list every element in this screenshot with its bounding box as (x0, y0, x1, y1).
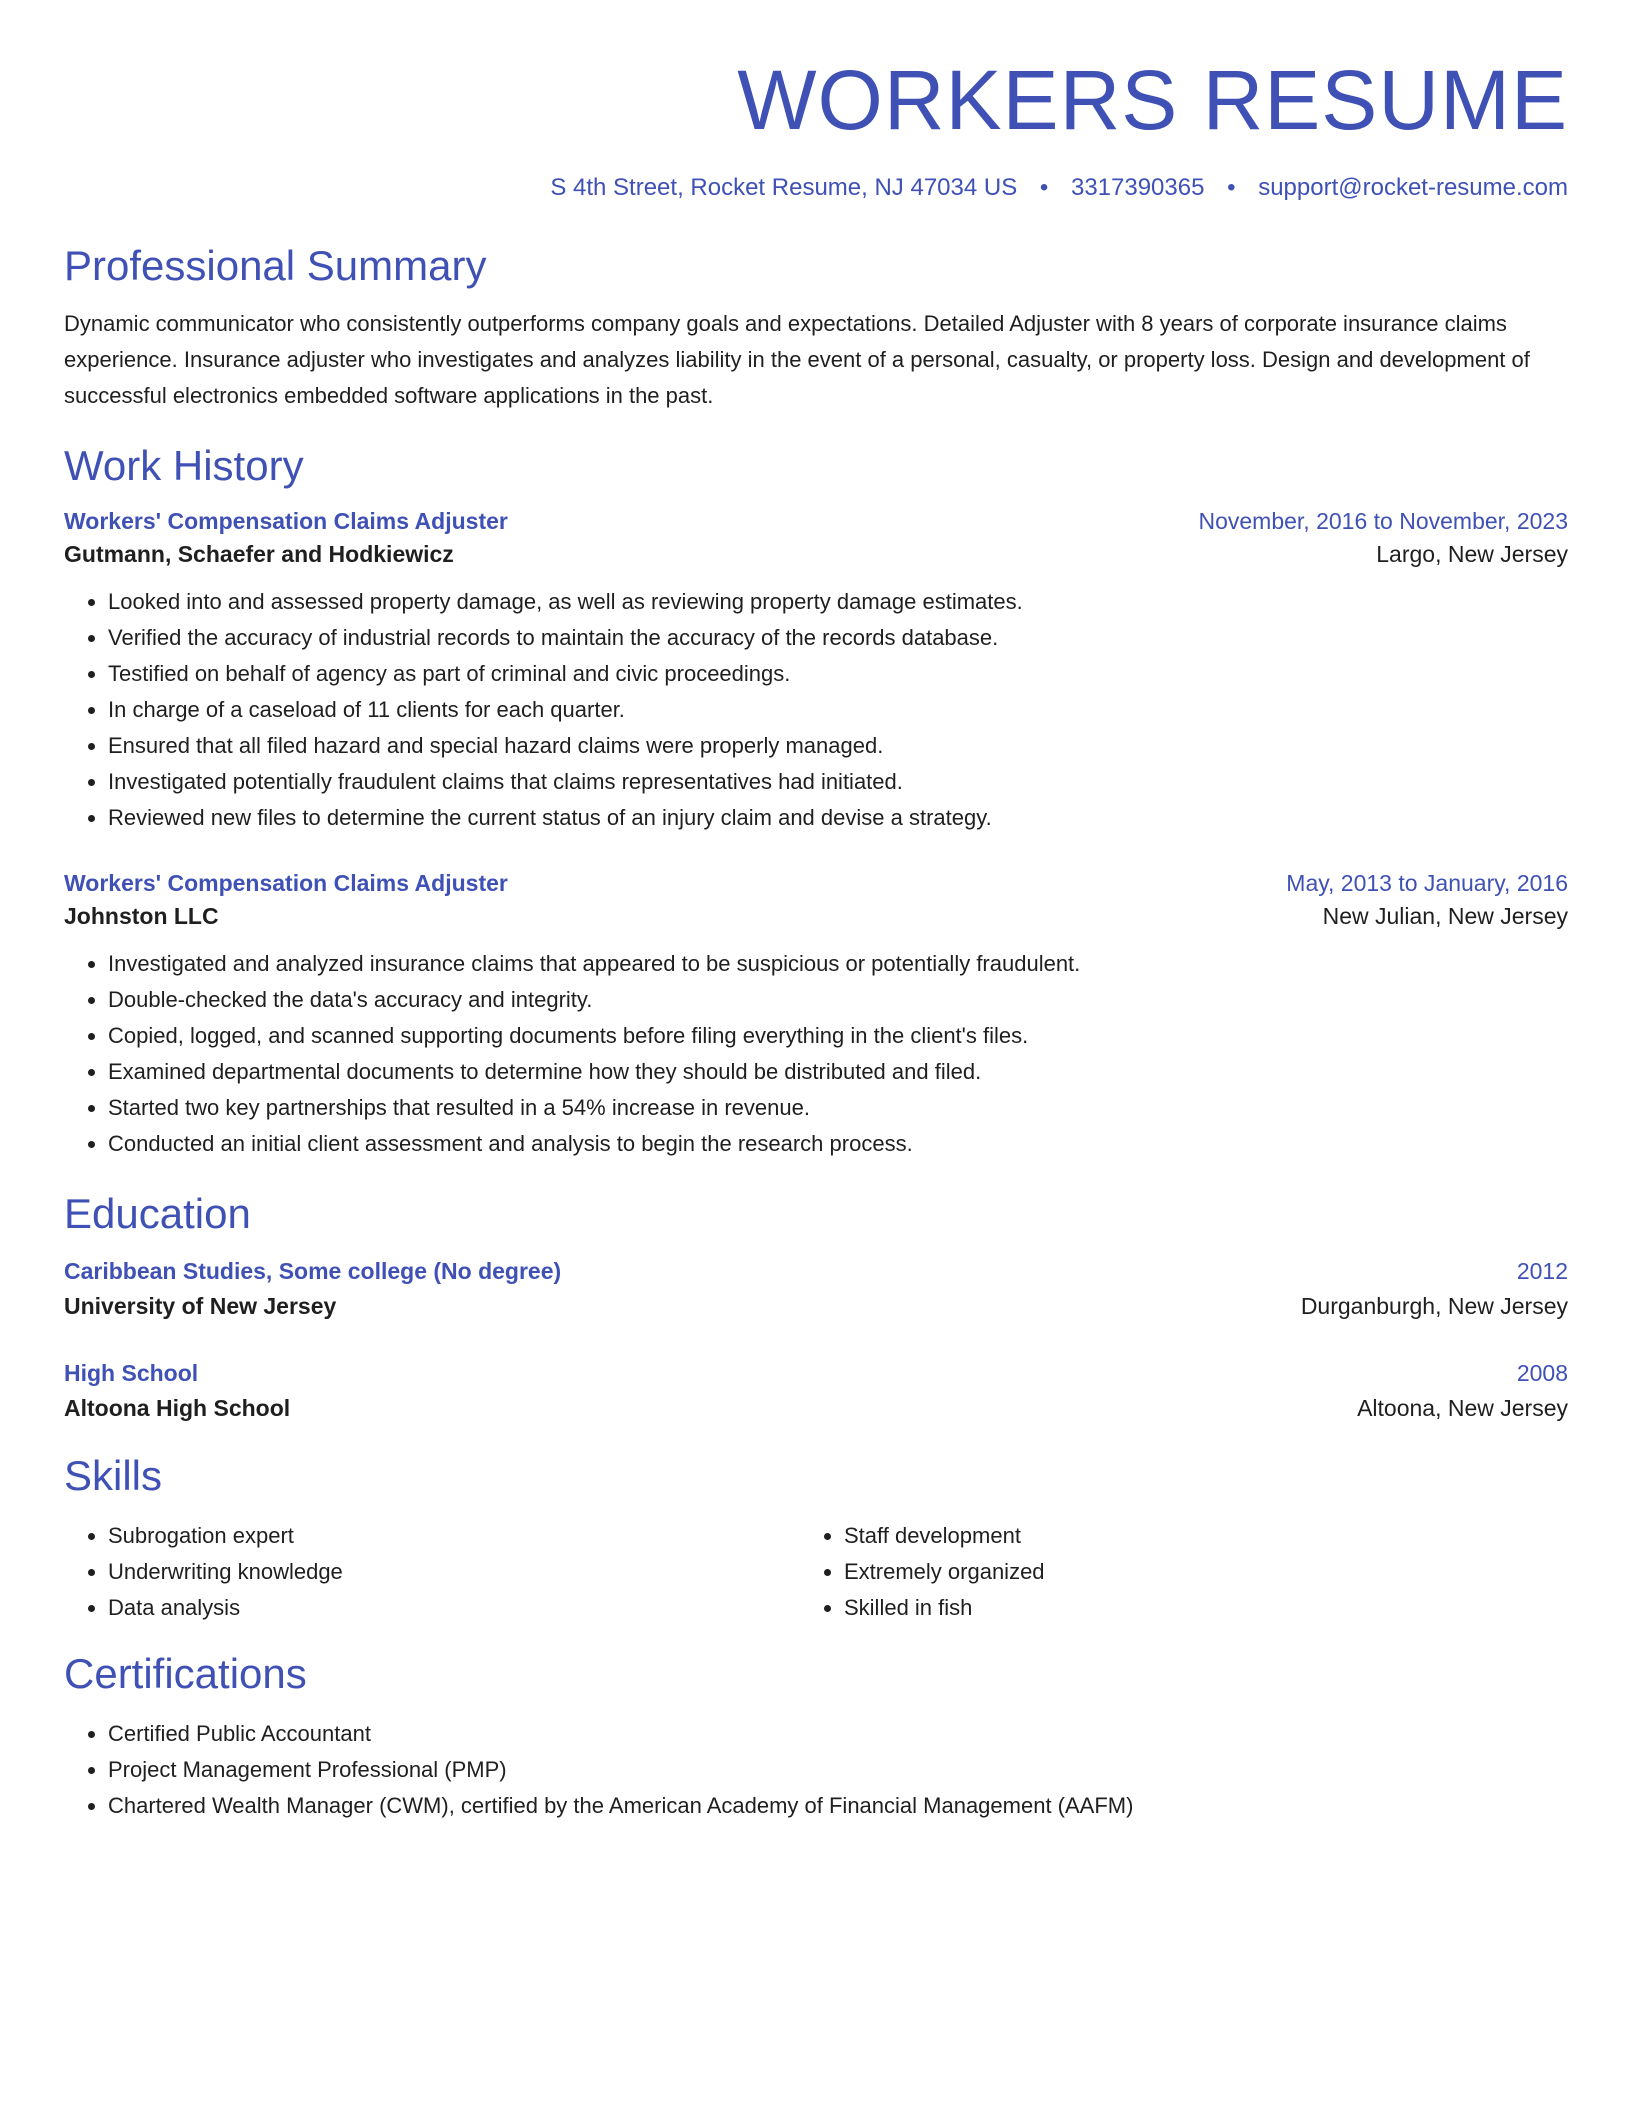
job-dates: November, 2016 to November, 2023 (1198, 508, 1568, 534)
education-header-row (64, 1360, 1568, 1387)
skills-list (64, 1518, 800, 1626)
resume-title: WORKERS RESUME (737, 53, 1568, 147)
certifications-heading: Certifications (64, 1650, 307, 1697)
school-location: Durganburgh, New Jersey (1300, 1293, 1568, 1319)
job-title: Workers' Compensation Claims Adjuster (64, 508, 508, 534)
list-item: • Certified Public Accountant (108, 1716, 1568, 1752)
skills-grid (64, 1518, 1568, 1626)
degree-name: High School (64, 1360, 199, 1386)
job-company-row (64, 541, 1568, 568)
school-name: University of New Jersey (64, 1293, 337, 1319)
contact-line (64, 172, 1568, 204)
job-entry (64, 508, 1568, 836)
education-entry (64, 1258, 1568, 1320)
list-item: • Double-checked the data's accuracy and integrity. (108, 982, 1568, 1018)
education-school-row (64, 1395, 1568, 1422)
company-name: Gutmann, Schaefer and Hodkiewicz (64, 541, 454, 567)
graduation-year: 2008 (1516, 1360, 1568, 1386)
education-school-row (64, 1293, 1568, 1320)
list-item: • Testified on behalf of agency as part of criminal and civic proceedings. (108, 656, 1568, 692)
job-bullet-list (64, 946, 1568, 1162)
list-item: • Ensured that all filed hazard and special hazard claims were properly managed. (108, 728, 1568, 764)
job-location: Largo, New Jersey (1376, 541, 1568, 567)
list-item: • Data analysis (108, 1590, 800, 1626)
skills-list (800, 1518, 1536, 1626)
list-item: • Underwriting knowledge (108, 1554, 800, 1590)
separator-bullet: • (1039, 174, 1049, 201)
education-heading: Education (64, 1190, 251, 1237)
list-item: • In charge of a caseload of 11 clients for each quarter. (108, 692, 1568, 728)
summary-section (64, 306, 1568, 414)
list-item: • Reviewed new files to determine the current status of an injury claim and devise a strategy. (108, 800, 1568, 836)
separator-bullet: • (1227, 174, 1236, 201)
list-item: • Examined departmental documents to determine how they should be distributed and filed. (108, 1054, 1568, 1090)
education-entry (64, 1360, 1568, 1422)
school-location: Altoona, New Jersey (1357, 1395, 1568, 1421)
work-history-heading: Work History (64, 442, 304, 489)
certifications-section (64, 1716, 1568, 1824)
email-link[interactable]: support@rocket-resume.com (1258, 174, 1568, 201)
job-title: Workers' Compensation Claims Adjuster (64, 870, 508, 896)
certifications-list (64, 1716, 1568, 1824)
list-item: • Project Management Professional (PMP) (108, 1752, 1568, 1788)
list-item: • Investigated and analyzed insurance claims that appeared to be suspicious or potentially fraudulent. (108, 946, 1568, 982)
graduation-year: 2012 (1516, 1258, 1568, 1284)
list-item: • Staff development (844, 1518, 1536, 1554)
list-item: • Extremely organized (844, 1554, 1536, 1590)
list-item: • Subrogation expert (108, 1518, 800, 1554)
skills-heading: Skills (64, 1452, 163, 1499)
phone-text: 3317390365 (1070, 174, 1205, 201)
degree-name: Caribbean Studies, Some college (No degree) (64, 1258, 562, 1284)
list-item: • Investigated potentially fraudulent claims that claims representatives had initiated. (108, 764, 1568, 800)
job-entry (64, 870, 1568, 1162)
address-text: S 4th Street, Rocket Resume, NJ 47034 US (550, 174, 1018, 201)
education-header-row (64, 1258, 1568, 1285)
school-name: Altoona High School (64, 1395, 291, 1421)
skills-column-right (800, 1518, 1536, 1626)
list-item: • Conducted an initial client assessment and analysis to begin the research process. (108, 1126, 1568, 1162)
skills-column-left (64, 1518, 800, 1626)
job-bullet-list (64, 584, 1568, 836)
list-item: • Verified the accuracy of industrial records to maintain the accuracy of the records database. (108, 620, 1568, 656)
list-item: • Skilled in fish (844, 1590, 1536, 1626)
list-item: • Looked into and assessed property damage, as well as reviewing property damage estimates. (108, 584, 1568, 620)
job-header-row (64, 870, 1568, 897)
summary-paragraph: Dynamic communicator who consistently outperforms company goals and expectations. Detailed Adjuster with 8 years of corporate insurance claims experience. Insurance adjuster who investigates and analyzes liability in the event of a personal, casualty, or property loss. Design and development of successful electronics embedded software applications in the past. (64, 311, 1530, 408)
job-header-row (64, 508, 1568, 535)
list-item: • Chartered Wealth Manager (CWM), certified by the American Academy of Financial Management (AAFM) (108, 1788, 1568, 1824)
summary-heading: Professional Summary (64, 242, 487, 289)
job-location: New Julian, New Jersey (1322, 903, 1568, 929)
list-item: • Started two key partnerships that resulted in a 54% increase in revenue. (108, 1090, 1568, 1126)
job-dates: May, 2013 to January, 2016 (1286, 870, 1568, 896)
list-item: • Copied, logged, and scanned supporting documents before filing everything in the client's files. (108, 1018, 1568, 1054)
job-company-row (64, 903, 1568, 930)
company-name: Johnston LLC (64, 903, 219, 929)
